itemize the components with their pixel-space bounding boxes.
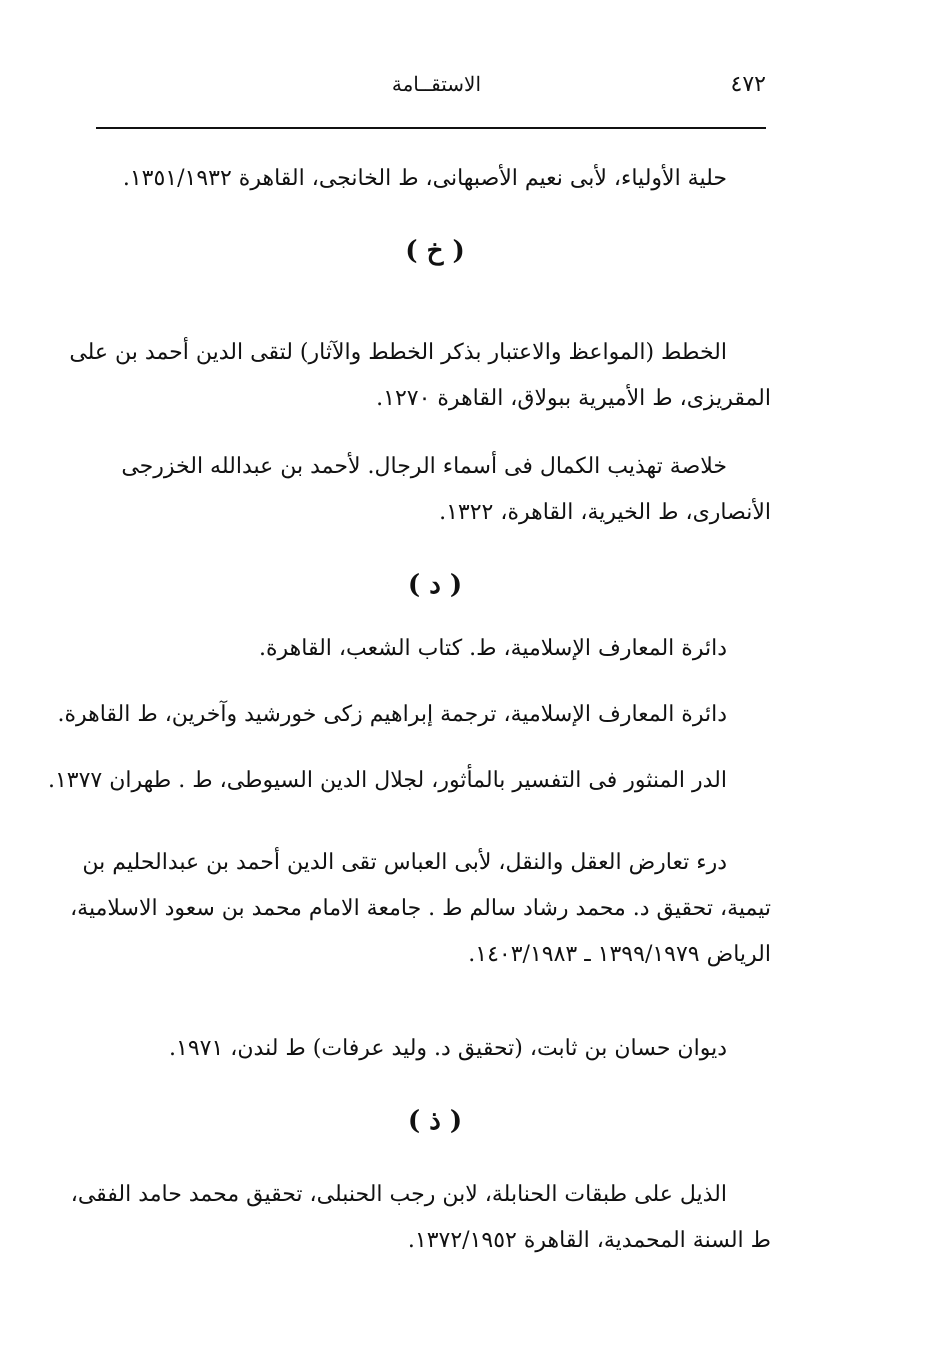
entry-al-khitat-line2 <box>376 376 771 422</box>
entry-hilyat-al-awliya <box>123 156 727 202</box>
entry-line: دائرة المعارف الإسلامية، ط. كتاب الشعب، القاهرة. <box>258 636 727 661</box>
entry-khulasat-line2 <box>439 490 771 536</box>
section-heading-kha: ( خ ) <box>405 236 465 266</box>
page-number: ٤٧٢ <box>730 72 766 97</box>
entry-line: ديوان حسان بن ثابت، (تحقيق د. وليد عرفات) ط لندن، ١٩٧١. <box>169 1036 727 1061</box>
entry-line: الرياض ١٣٩٩/١٩٧٩ ـ ١٤٠٣/١٩٨٣. <box>468 942 771 967</box>
header-rule <box>96 127 766 129</box>
entry-line: دائرة المعارف الإسلامية، ترجمة إبراهيم زكى خورشيد وآخرين، ط القاهرة. <box>57 702 727 727</box>
entry-al-khitat-line1 <box>69 330 727 376</box>
entry-encyclopedia-shaab <box>259 626 727 672</box>
entry-line: الخطط (المواعظ والاعتبار بذكر الخطط والآثار) لتقى الدين أحمد بن على <box>69 340 727 365</box>
section-heading-dhal: ( ذ ) <box>407 1106 463 1136</box>
entry-line: الأنصارى، ط الخيرية، القاهرة، ١٣٢٢. <box>439 500 771 525</box>
entry-line: ط السنة المحمدية، القاهرة ١٣٧٢/١٩٥٢. <box>407 1228 771 1253</box>
entry-al-durr-al-manthur <box>48 758 727 804</box>
entry-line: المقريزى، ط الأميرية ببولاق، القاهرة ١٢٧٠. <box>376 386 771 411</box>
running-title: الاستقــامة <box>391 72 481 96</box>
entry-line: الذيل على طبقات الحنابلة، لابن رجب الحنبلى، تحقيق محمد حامد الفقى، <box>70 1182 727 1207</box>
entry-line: درء تعارض العقل والنقل، لأبى العباس تقى الدين أحمد بن عبدالحليم بن <box>82 850 727 875</box>
entry-line: خلاصة تهذيب الكمال فى أسماء الرجال. لأحمد بن عبدالله الخزرجى <box>121 454 727 479</box>
entry-line: الدر المنثور فى التفسير بالمأثور، لجلال الدين السيوطى، ط . طهران ١٣٧٧. <box>47 768 727 793</box>
section-heading-dal: ( د ) <box>407 570 463 600</box>
entry-line: حلية الأولياء، لأبى نعيم الأصبهانى، ط الخانجى، القاهرة ١٣٥١/١٩٣٢. <box>122 166 727 191</box>
entry-al-dhayl-line2 <box>408 1218 771 1264</box>
entry-diwan-hassan <box>169 1026 727 1072</box>
entry-khulasat-line1 <box>121 444 727 490</box>
page-header <box>96 72 766 108</box>
entry-line: تيمية، تحقيق د. محمد رشاد سالم ط . جامعة الامام محمد بن سعود الاسلامية، <box>70 896 771 921</box>
entry-dar-taarud-line1 <box>82 840 727 886</box>
entry-encyclopedia-translation <box>57 692 727 738</box>
entry-dar-taarud-line3 <box>468 932 771 978</box>
entry-al-dhayl-line1 <box>71 1172 727 1218</box>
entry-dar-taarud-line2 <box>70 886 771 932</box>
